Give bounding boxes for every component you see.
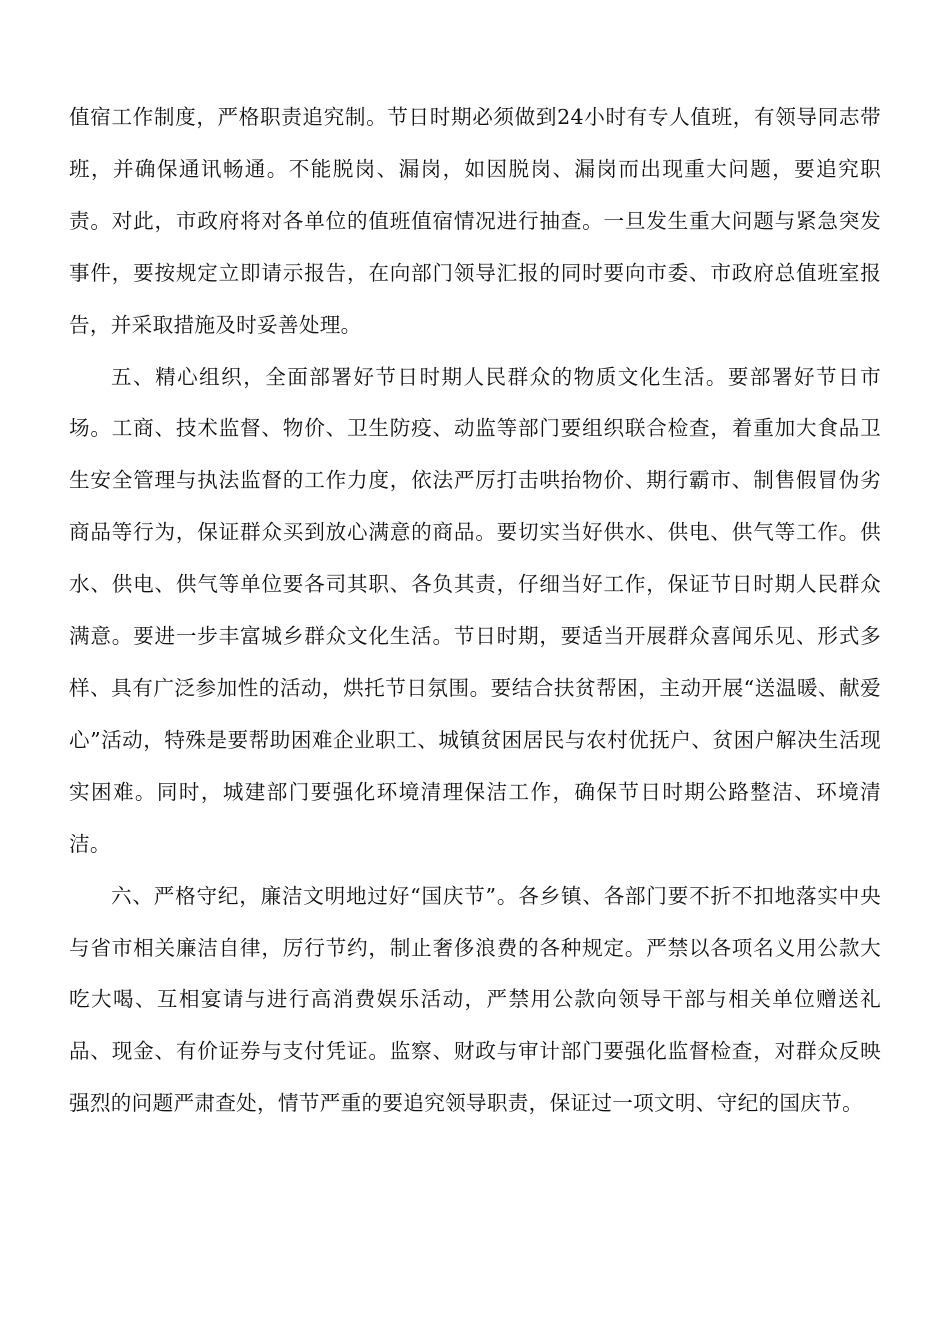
paragraph-section-five: 五、精心组织，全面部署好节日时期人民群众的物质文化生活。要部署好节日市场。工商、技术监督、物价、卫生防疫、动监等部门要组织联合检查，着重加大食品卫生安全管理与执法监督的工作力度，依法严厉打击哄抬物价、期行霸市、制售假冒伪劣商品等行为，保证群众买到放心满意的商品。要切实当好供水、供电、供气等工作。供水、供电、供气等单位要各司其职、各负其责，仔细当好工作，保证节日时期人民群众满意。要进一步丰富城乡群众文化生活。节日时期，要适当开展群众喜闻乐见、形式多样、具有广泛参加性的活动，烘托节日氛围。要结合扶贫帮困，主动开展“送温暖、献爱心”活动，特殊是要帮助困难企业职工、城镇贫困居民与农村优抚户、贫困户解决生活现实困难。同时，城建部门要强化环境清理保洁工作，确保节日时期公路整洁、环境清洁。 [69,364,881,856]
paragraph-section-six: 六、严格守纪，廉洁文明地过好“国庆节”。各乡镇、各部门要不折不扣地落实中央与省市相关廉洁自律，厉行节约，制止奢侈浪费的各种规定。严禁以各项名义用公款大吃大喝、互相宴请与进行高消费娱乐活动，严禁用公款向领导干部与相关单位赠送礼品、现金、有价证券与支付凭证。监察、财政与审计部门要强化监督检查，对群众反映强烈的问题严肃查处，情节严重的要追究领导职责，保证过一项文明、守纪的国庆节。 [69,883,881,1116]
document-body [69,92,881,1130]
paragraph-duty-system: 值宿工作制度，严格职责追究制。节日时期必须做到24小时有专人值班，有领导同志带班，并确保通讯畅通。不能脱岗、漏岗，如因脱岗、漏岗而出现重大问题，要追究职责。对此，市政府将对各单位的值班值宿情况进行抽查。一旦发生重大问题与紧急突发事件，要按规定立即请示报告，在向部门领导汇报的同时要向市委、市政府总值班室报告，并采取措施及时妥善处理。 [69,105,881,337]
